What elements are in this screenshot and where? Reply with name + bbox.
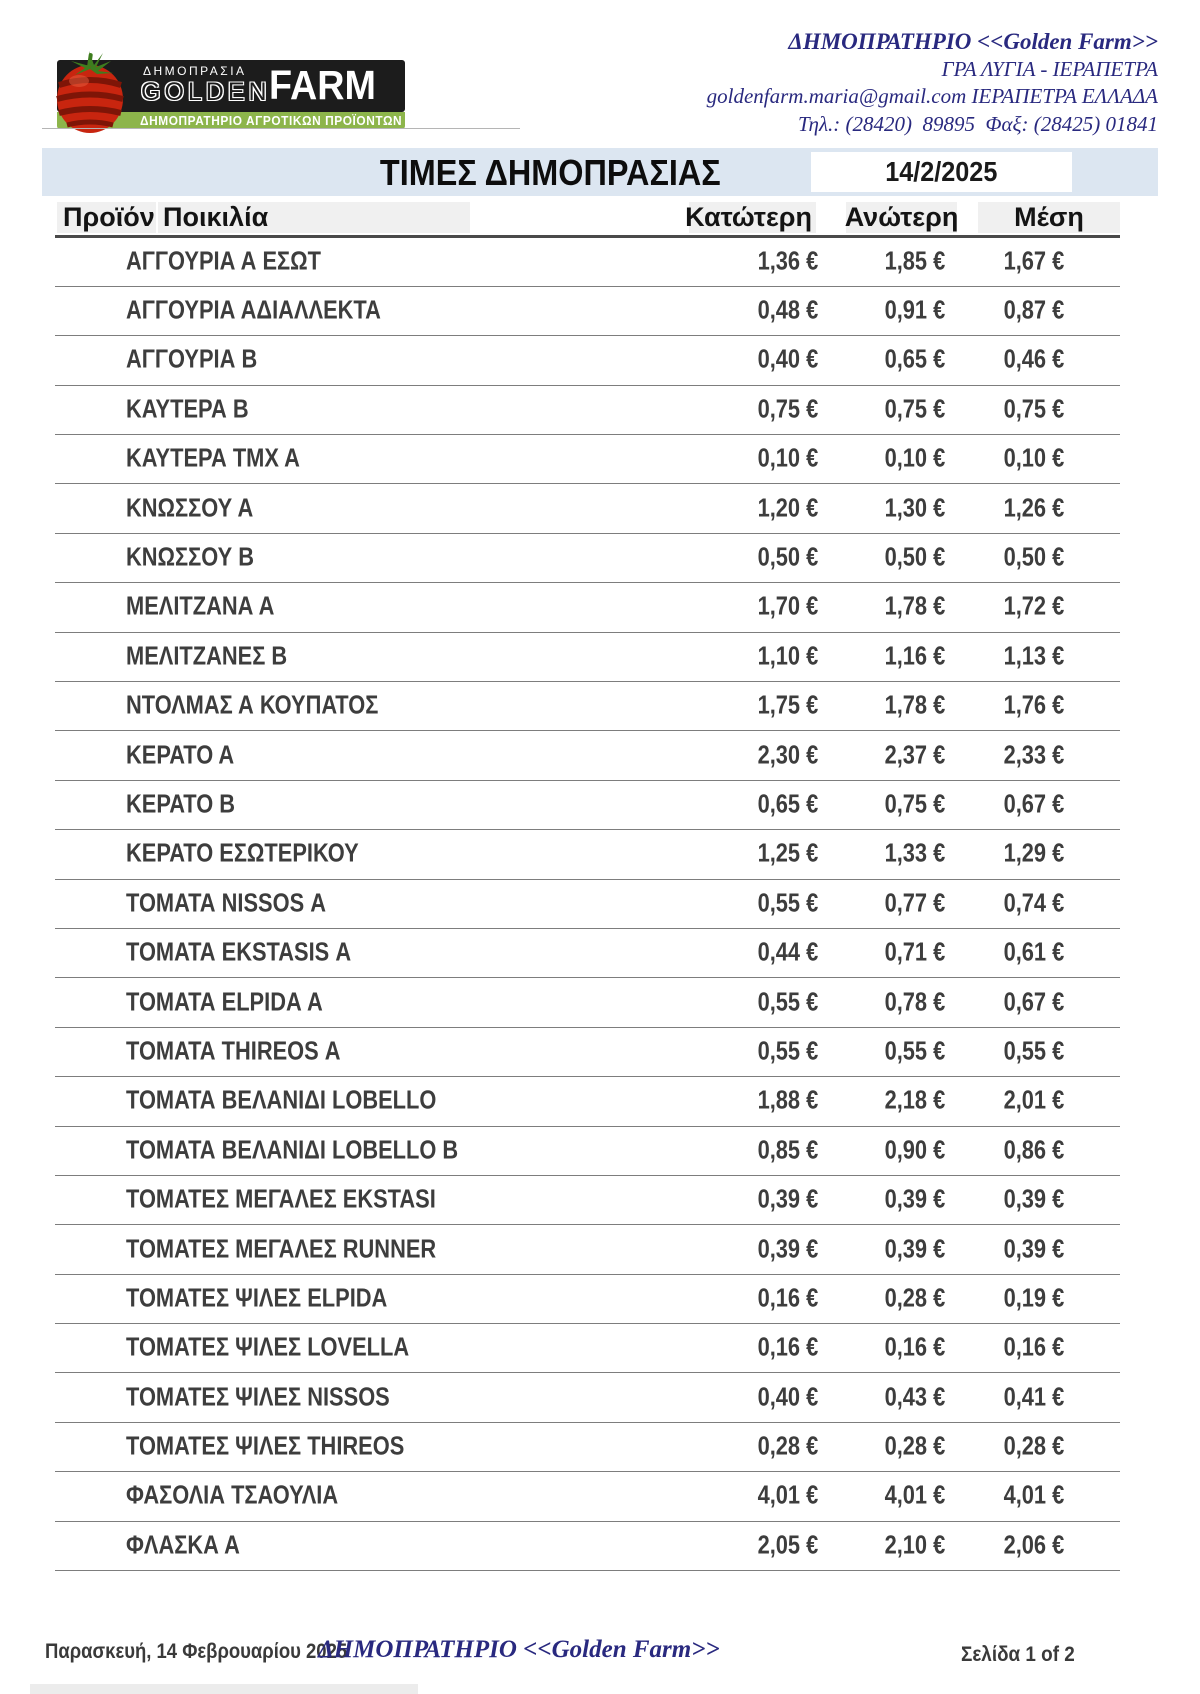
row-price-high: 0,90 € [884, 1133, 945, 1164]
row-price-avg: 0,46 € [1003, 343, 1064, 374]
row-price-low: 1,36 € [757, 244, 818, 275]
row-variety: ΦΛΑΣΚΑ Α [126, 1529, 240, 1560]
row-price-high: 0,75 € [884, 393, 945, 424]
row-price-avg: 0,28 € [1003, 1430, 1064, 1461]
table-row [55, 1225, 1120, 1274]
footer-page-number: Σελίδα 1 of 2 [961, 1643, 1075, 1666]
row-price-low: 0,50 € [757, 541, 818, 572]
bottom-edge-strip [30, 1684, 418, 1694]
row-price-low: 2,30 € [757, 738, 818, 769]
column-header-high: Ανώτερη [844, 202, 959, 232]
row-price-low: 0,16 € [757, 1331, 818, 1362]
table-row [55, 1472, 1120, 1521]
table-row [55, 1275, 1120, 1324]
row-variety: ΜΕΛΙΤΖΑΝΑ Α [126, 590, 275, 621]
row-variety: ΑΓΓΟΥΡΙΑ Α ΕΣΩΤ [126, 244, 322, 275]
row-price-avg: 0,19 € [1003, 1282, 1064, 1313]
row-price-low: 1,75 € [757, 689, 818, 720]
table-row [55, 1423, 1120, 1472]
table-row [55, 830, 1120, 879]
row-variety: ΤΟΜΑΤΕΣ ΨΙΛΕΣ THIREOS [126, 1430, 405, 1461]
table-row [55, 534, 1120, 583]
row-price-high: 0,10 € [884, 442, 945, 473]
row-price-low: 0,65 € [757, 788, 818, 819]
table-row [55, 238, 1120, 287]
row-variety: ΤΟΜΑΤΕΣ ΜΕΓΑΛΕΣ RUNNER [126, 1232, 437, 1263]
row-price-avg: 1,72 € [1003, 590, 1064, 621]
row-price-high: 1,78 € [884, 689, 945, 720]
table-row [55, 435, 1120, 484]
row-variety: ΜΕΛΙΤΖΑΝΕΣ Β [126, 640, 288, 671]
row-price-low: 1,88 € [757, 1084, 818, 1115]
row-price-avg: 0,41 € [1003, 1380, 1064, 1411]
row-price-avg: 0,67 € [1003, 985, 1064, 1016]
logo-brand-golden: GOLDEN [141, 78, 271, 106]
row-price-high: 0,39 € [884, 1232, 945, 1263]
row-price-high: 1,30 € [884, 491, 945, 522]
row-price-high: 0,28 € [884, 1430, 945, 1461]
row-price-high: 0,91 € [884, 294, 945, 325]
row-price-high: 0,16 € [884, 1331, 945, 1362]
row-price-avg: 0,86 € [1003, 1133, 1064, 1164]
row-price-high: 4,01 € [884, 1479, 945, 1510]
row-variety: ΑΓΓΟΥΡΙΑ Β [126, 343, 258, 374]
row-price-low: 0,10 € [757, 442, 818, 473]
row-price-low: 0,40 € [757, 343, 818, 374]
column-header-low: Κατώτερη [689, 202, 816, 233]
logo-tagline: ΔΗΜΟΠΡΑΤΗΡΙΟ ΑΓΡΟΤΙΚΩΝ ΠΡΟΪΟΝΤΩΝ [140, 113, 403, 128]
row-price-avg: 0,10 € [1003, 442, 1064, 473]
row-price-high: 0,75 € [884, 788, 945, 819]
row-price-high: 0,43 € [884, 1380, 945, 1411]
contact-email: goldenfarm.maria@gmail.com ΙΕΡΑΠΕΤΡΑ ΕΛΛΑΔΑ [706, 84, 1158, 108]
row-price-low: 1,70 € [757, 590, 818, 621]
row-price-avg: 1,67 € [1003, 244, 1064, 275]
table-row [55, 583, 1120, 632]
row-price-avg: 0,39 € [1003, 1183, 1064, 1214]
row-price-low: 0,55 € [757, 1035, 818, 1066]
row-price-low: 0,16 € [757, 1282, 818, 1313]
table-row [55, 929, 1120, 978]
tomato-icon [55, 47, 129, 135]
row-price-high: 0,28 € [884, 1282, 945, 1313]
row-price-avg: 0,75 € [1003, 393, 1064, 424]
row-price-avg: 0,16 € [1003, 1331, 1064, 1362]
row-price-low: 2,05 € [757, 1529, 818, 1560]
row-price-low: 0,39 € [757, 1232, 818, 1263]
row-variety: ΤΟΜΑΤΑ EKSTASIS Α [126, 936, 352, 967]
row-price-avg: 0,74 € [1003, 887, 1064, 918]
table-row [55, 880, 1120, 929]
footer-date: Παρασκευή, 14 Φεβρουαρίου 2025 [45, 1640, 348, 1663]
row-price-avg: 0,55 € [1003, 1035, 1064, 1066]
row-price-avg: 0,39 € [1003, 1232, 1064, 1263]
row-price-high: 0,50 € [884, 541, 945, 572]
row-variety: ΤΟΜΑΤΕΣ ΨΙΛΕΣ NISSOS [126, 1380, 390, 1411]
row-variety: ΚΑΥΤΕΡΑ ΤΜΧ Α [126, 442, 300, 473]
row-price-low: 0,55 € [757, 887, 818, 918]
row-variety: ΤΟΜΑΤΑ ELPIDA Α [126, 985, 323, 1016]
column-header-avg: Μέση [978, 202, 1120, 233]
row-price-high: 1,85 € [884, 244, 945, 275]
row-price-low: 0,48 € [757, 294, 818, 325]
row-variety: ΚΝΩΣΣΟΥ Β [126, 541, 255, 572]
table-row [55, 978, 1120, 1027]
row-price-high: 0,71 € [884, 936, 945, 967]
row-variety: ΤΟΜΑΤΑ NISSOS Α [126, 887, 327, 918]
contact-location: ΓΡΑ ΛΥΓΙΑ - ΙΕΡΑΠΕΤΡΑ [941, 56, 1158, 81]
row-price-avg: 1,13 € [1003, 640, 1064, 671]
row-price-low: 0,75 € [757, 393, 818, 424]
page-title: ΤΙΜΕΣ ΔΗΜΟΠΡΑΣΙΑΣ [379, 152, 721, 193]
contact-company: ΔΗΜΟΠΡΑΤΗΡΙΟ <<Golden Farm>> [788, 29, 1158, 54]
row-variety: ΚΑΥΤΕΡΑ Β [126, 393, 249, 424]
row-variety: ΤΟΜΑΤΑ THIREOS Α [126, 1035, 341, 1066]
logo-auction-word: ΔΗΜΟΠΡΑΣΙΑ [143, 64, 247, 78]
table-row [55, 1077, 1120, 1126]
row-price-high: 0,78 € [884, 985, 945, 1016]
row-variety: ΤΟΜΑΤΑ ΒΕΛΑΝΙΔΙ LOBELLO [126, 1084, 437, 1115]
row-price-avg: 2,33 € [1003, 738, 1064, 769]
row-price-high: 0,39 € [884, 1183, 945, 1214]
contact-phone: Τηλ.: (28420) 89895 Φαξ: (28425) 01841 [798, 111, 1158, 136]
row-price-low: 0,40 € [757, 1380, 818, 1411]
row-price-avg: 1,26 € [1003, 491, 1064, 522]
header-divider [42, 128, 520, 129]
row-variety: ΚΕΡΑΤΟ ΕΣΩΤΕΡΙΚΟΥ [126, 837, 359, 868]
table-row [55, 731, 1120, 780]
row-price-low: 0,39 € [757, 1183, 818, 1214]
row-variety: ΚΕΡΑΤΟ Β [126, 788, 236, 819]
row-price-low: 1,20 € [757, 491, 818, 522]
table-row [55, 287, 1120, 336]
column-header-variety: Ποικιλία [158, 202, 470, 233]
table-body [55, 238, 1120, 1572]
table-row [55, 1324, 1120, 1373]
row-price-high: 2,37 € [884, 738, 945, 769]
row-price-avg: 0,50 € [1003, 541, 1064, 572]
row-price-avg: 2,06 € [1003, 1529, 1064, 1560]
golden-farm-logo [57, 47, 409, 133]
row-variety: ΚΕΡΑΤΟ Α [126, 738, 235, 769]
table-row [55, 484, 1120, 533]
row-price-low: 1,25 € [757, 837, 818, 868]
auction-date-box [811, 152, 1072, 192]
row-price-high: 2,10 € [884, 1529, 945, 1560]
row-price-high: 0,65 € [884, 343, 945, 374]
row-variety: ΤΟΜΑΤΕΣ ΜΕΓΑΛΕΣ EKSTASI [126, 1183, 436, 1214]
row-variety: ΑΓΓΟΥΡΙΑ ΑΔΙΑΛΛΕΚΤΑ [126, 294, 381, 325]
auction-date: 14/2/2025 [885, 156, 998, 187]
row-price-high: 1,78 € [884, 590, 945, 621]
row-variety: ΚΝΩΣΣΟΥ Α [126, 491, 254, 522]
table-row [55, 1176, 1120, 1225]
row-variety: ΦΑΣΟΛΙΑ ΤΣΑΟΥΛΙΑ [126, 1479, 339, 1510]
row-price-avg: 0,61 € [1003, 936, 1064, 967]
table-row [55, 1522, 1120, 1571]
row-price-avg: 1,29 € [1003, 837, 1064, 868]
table-row [55, 682, 1120, 731]
row-price-high: 0,77 € [884, 887, 945, 918]
row-price-high: 1,16 € [884, 640, 945, 671]
table-row [55, 1127, 1120, 1176]
contact-block [707, 28, 1158, 138]
row-variety: ΤΟΜΑΤΑ ΒΕΛΑΝΙΔΙ LOBELLO Β [126, 1133, 459, 1164]
row-variety: ΝΤΟΛΜΑΣ Α ΚΟΥΠΑΤΟΣ [126, 689, 379, 720]
row-price-avg: 0,67 € [1003, 788, 1064, 819]
row-price-low: 1,10 € [757, 640, 818, 671]
row-price-low: 0,28 € [757, 1430, 818, 1461]
row-price-avg: 1,76 € [1003, 689, 1064, 720]
table-row [55, 633, 1120, 682]
row-variety: ΤΟΜΑΤΕΣ ΨΙΛΕΣ ELPIDA [126, 1282, 388, 1313]
table-row [55, 781, 1120, 830]
row-price-high: 0,55 € [884, 1035, 945, 1066]
row-price-low: 4,01 € [757, 1479, 818, 1510]
logo-brand-farm: FARM [269, 62, 376, 108]
row-price-avg: 0,87 € [1003, 294, 1064, 325]
table-row [55, 1373, 1120, 1422]
row-price-low: 0,55 € [757, 985, 818, 1016]
table-row [55, 336, 1120, 385]
row-price-avg: 2,01 € [1003, 1084, 1064, 1115]
row-price-avg: 4,01 € [1003, 1479, 1064, 1510]
table-row [55, 1028, 1120, 1077]
footer-watermark: ΔΗΜΟΠΡΑΤΗΡΙΟ <<Golden Farm>> [318, 1636, 720, 1663]
row-price-high: 1,33 € [884, 837, 945, 868]
row-price-low: 0,85 € [757, 1133, 818, 1164]
row-price-low: 0,44 € [757, 936, 818, 967]
row-price-high: 2,18 € [884, 1084, 945, 1115]
table-row [55, 386, 1120, 435]
row-variety: ΤΟΜΑΤΕΣ ΨΙΛΕΣ LOVELLA [126, 1331, 410, 1362]
column-header-product: Προϊόν [57, 202, 156, 233]
